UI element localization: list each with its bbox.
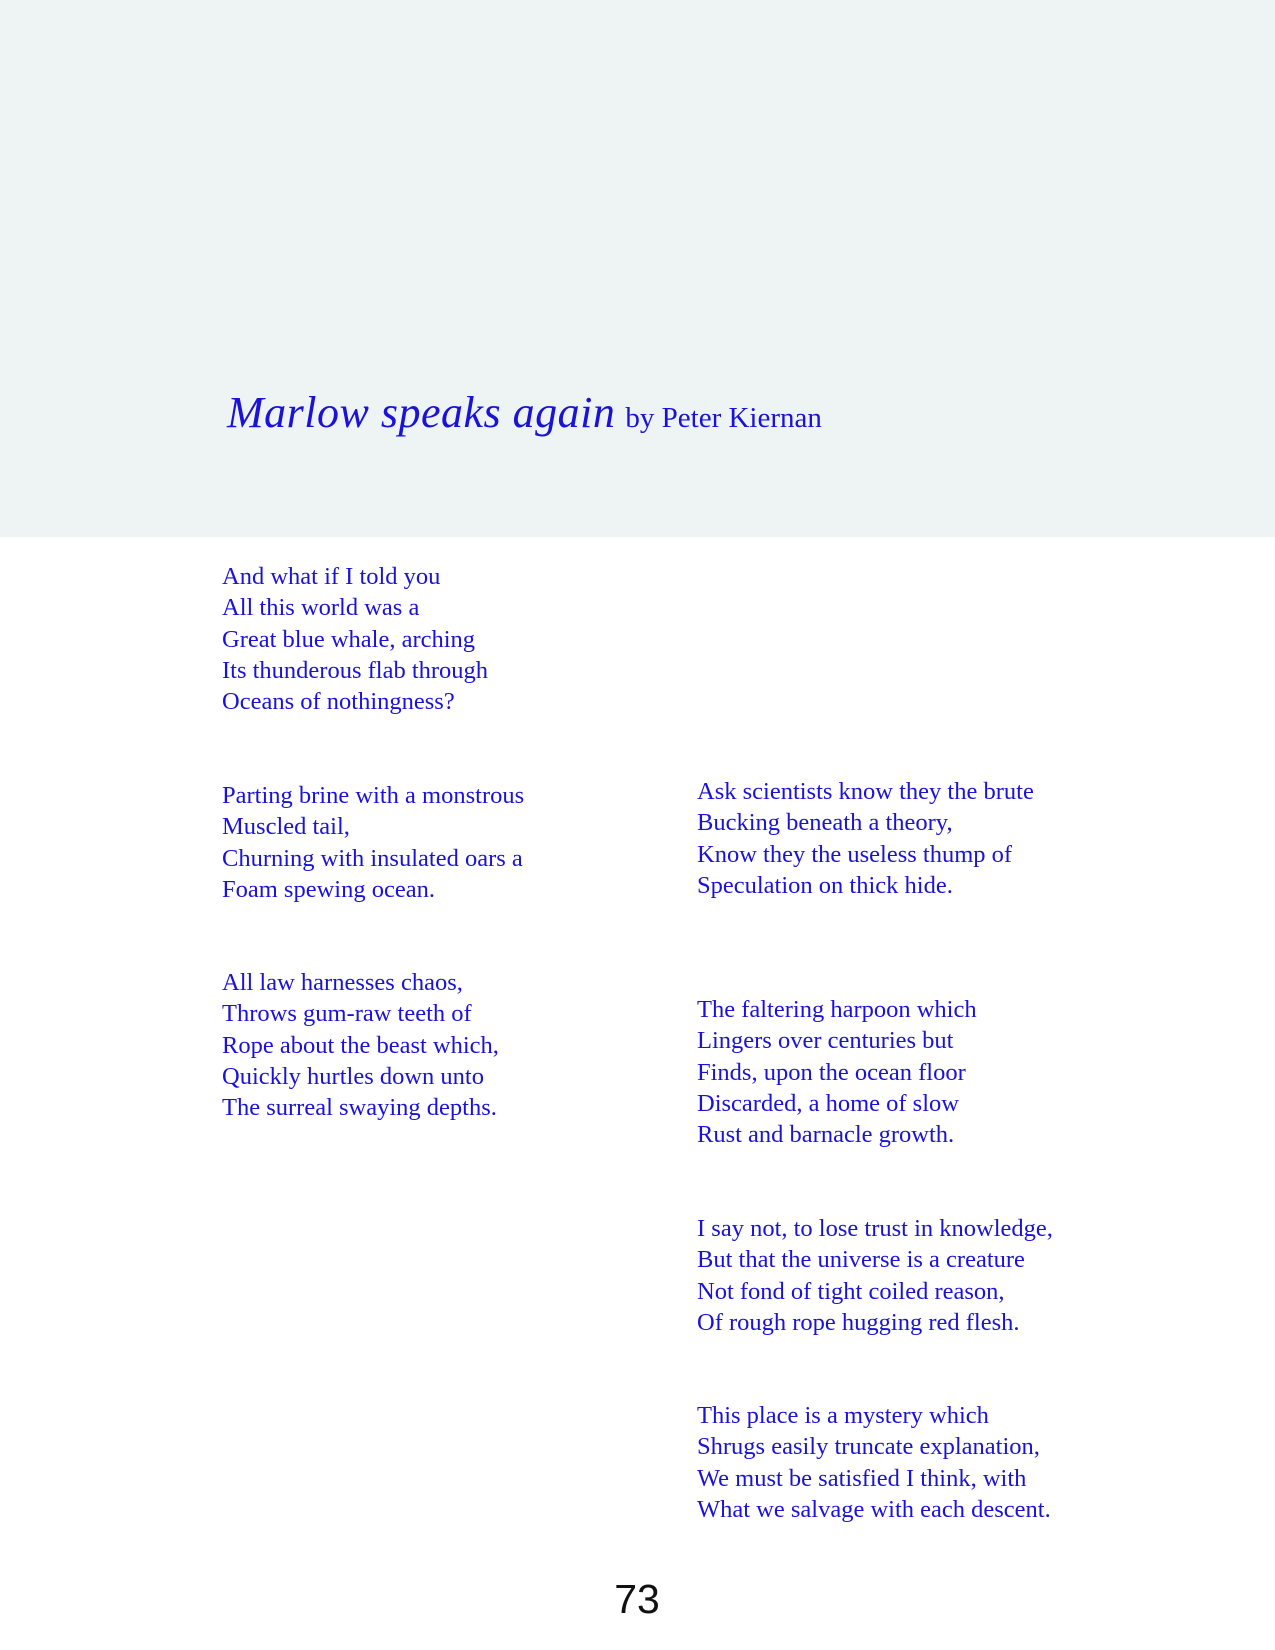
poem-line: Bucking beneath a theory, [697,809,953,837]
left-stanza-3 [222,967,642,1123]
poem-line: But that the universe is a creature [697,1246,1025,1274]
poem-line: Quickly hurtles down unto [222,1062,484,1090]
left-stanza-2 [222,780,642,905]
poem-line: We must be satisfied I think, with [697,1464,1027,1492]
poem-line: Oceans of nothingness? [222,688,455,716]
poem-line: Not fond of tight coiled reason, [697,1277,1005,1305]
page-number: 73 [614,1576,660,1622]
poem-line: Discarded, a home of slow [697,1089,959,1117]
right-stanza-4 [697,1400,1117,1525]
poem-title: Marlow speaks again [227,388,616,437]
poem-line: I say not, to lose trust in knowledge, [697,1215,1053,1242]
poem-line: The faltering harpoon which [697,996,977,1023]
poem-line: Great blue whale, arching [222,625,476,653]
poem-line: Finds, upon the ocean floor [697,1058,966,1086]
poem-line: Muscled tail, [222,813,350,841]
poem-line: Shrugs easily truncate explanation, [697,1433,1040,1461]
poem-line: This place is a mystery which [697,1402,989,1429]
poem-line: Know they the useless thump of [697,840,1013,868]
right-stanza-1 [697,776,1117,901]
right-stanza-2 [697,994,1117,1150]
poem-line: Foam spewing ocean. [222,875,435,903]
poem-line: All this world was a [222,594,420,622]
right-stanza-3 [697,1213,1117,1338]
poem-line: Churning with insulated oars a [222,844,523,872]
poem-line: Speculation on thick hide. [697,871,953,899]
poem-line: The surreal swaying depths. [222,1094,497,1122]
poem-line: Rope about the beast which, [222,1031,499,1059]
left-stanza-1 [222,561,642,717]
poem-line: And what if I told you [222,563,441,590]
poem-line: Ask scientists know they the brute [697,778,1034,805]
poem-line: Throws gum-raw teeth of [222,1000,472,1028]
poem-line: Its thunderous flab through [222,656,489,684]
poem-byline: by Peter Kiernan [625,402,822,434]
header-band [0,0,1275,537]
poem-line: Rust and barnacle growth. [697,1121,955,1149]
poem-line: All law harnesses chaos, [222,969,463,996]
poem-line: Of rough rope hugging red flesh. [697,1308,1020,1336]
poem-line: Lingers over centuries but [697,1027,954,1055]
poem-line: Parting brine with a monstrous [222,782,525,809]
poem-line: What we salvage with each descent. [697,1495,1051,1523]
title-line [227,383,822,453]
